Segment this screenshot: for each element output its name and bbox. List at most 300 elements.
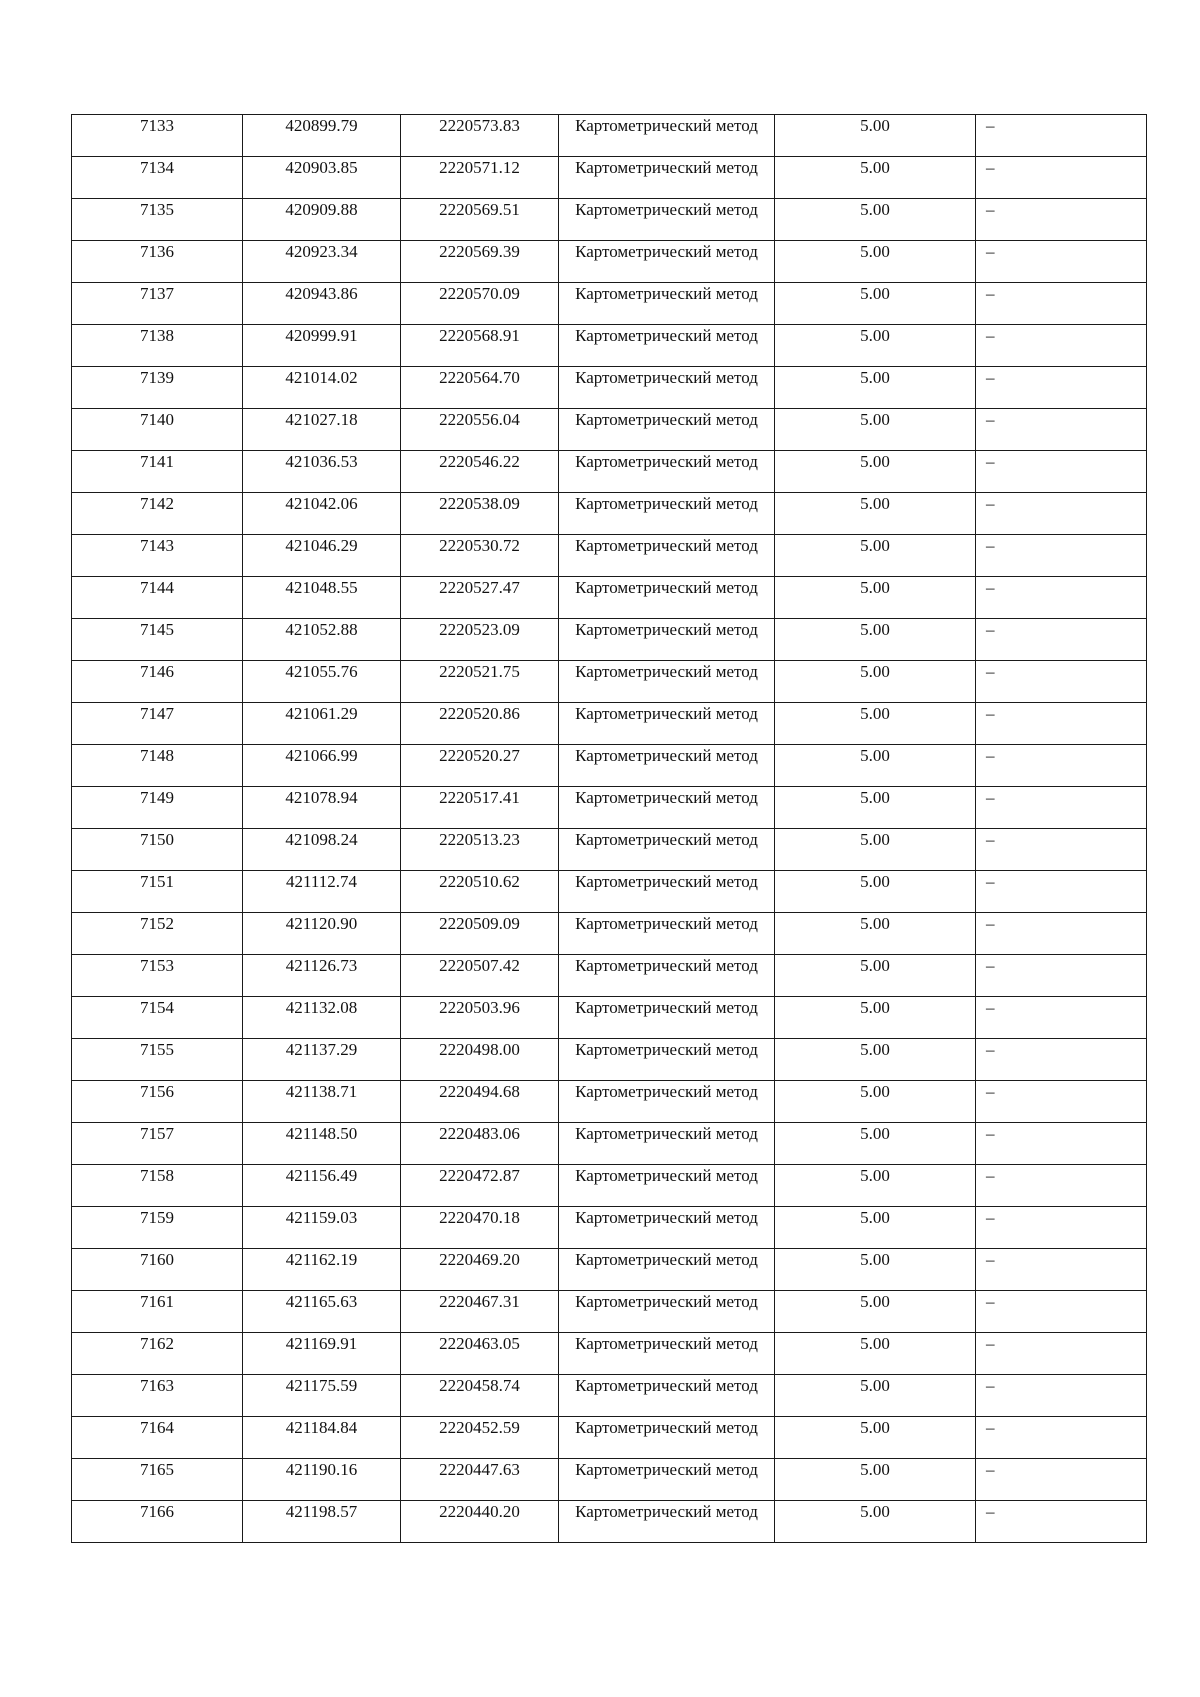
accuracy-cell <box>775 1333 976 1375</box>
method-cell-text: Картометрический метод <box>575 1208 758 1227</box>
note-cell <box>976 1249 1147 1291</box>
accuracy-cell-text: 5.00 <box>860 410 890 429</box>
method-cell-text: Картометрический метод <box>575 578 758 597</box>
note-cell-text: – <box>986 158 995 177</box>
accuracy-cell-text: 5.00 <box>860 662 890 681</box>
x-coordinate-cell-text: 421112.74 <box>286 872 357 891</box>
y-coordinate-cell-text: 2220570.09 <box>439 284 520 303</box>
table-row <box>72 1291 1147 1333</box>
point-number-cell <box>72 241 243 283</box>
point-number-cell <box>72 1249 243 1291</box>
x-coordinate-cell <box>243 661 401 703</box>
point-number-cell <box>72 619 243 661</box>
note-cell-text: – <box>986 200 995 219</box>
note-cell-text: – <box>986 620 995 639</box>
table-row <box>72 493 1147 535</box>
y-coordinate-cell-text: 2220498.00 <box>439 1040 520 1059</box>
note-cell <box>976 1417 1147 1459</box>
method-cell <box>559 409 775 451</box>
point-number-cell-text: 7158 <box>140 1166 174 1185</box>
accuracy-cell <box>775 829 976 871</box>
note-cell-text: – <box>986 1418 995 1437</box>
method-cell-text: Картометрический метод <box>575 956 758 975</box>
x-coordinate-cell <box>243 1249 401 1291</box>
method-cell <box>559 829 775 871</box>
point-number-cell <box>72 1123 243 1165</box>
table-row <box>72 1123 1147 1165</box>
y-coordinate-cell <box>401 1291 559 1333</box>
x-coordinate-cell <box>243 787 401 829</box>
point-number-cell <box>72 913 243 955</box>
accuracy-cell <box>775 325 976 367</box>
method-cell-text: Картометрический метод <box>575 452 758 471</box>
x-coordinate-cell-text: 421078.94 <box>285 788 358 807</box>
y-coordinate-cell <box>401 1417 559 1459</box>
point-number-cell-text: 7164 <box>140 1418 174 1437</box>
point-number-cell <box>72 1165 243 1207</box>
method-cell <box>559 157 775 199</box>
note-cell <box>976 661 1147 703</box>
point-number-cell <box>72 367 243 409</box>
point-number-cell <box>72 1333 243 1375</box>
accuracy-cell-text: 5.00 <box>860 872 890 891</box>
accuracy-cell-text: 5.00 <box>860 452 890 471</box>
method-cell-text: Картометрический метод <box>575 200 758 219</box>
note-cell <box>976 829 1147 871</box>
x-coordinate-cell-text: 421169.91 <box>285 1334 358 1353</box>
point-number-cell <box>72 1081 243 1123</box>
x-coordinate-cell <box>243 619 401 661</box>
accuracy-cell-text: 5.00 <box>860 1208 890 1227</box>
method-cell <box>559 1081 775 1123</box>
method-cell-text: Картометрический метод <box>575 1460 758 1479</box>
note-cell-text: – <box>986 494 995 513</box>
x-coordinate-cell-text: 420899.79 <box>285 116 358 135</box>
x-coordinate-cell-text: 421138.71 <box>285 1082 358 1101</box>
accuracy-cell-text: 5.00 <box>860 284 890 303</box>
y-coordinate-cell <box>401 535 559 577</box>
point-number-cell-text: 7141 <box>140 452 174 471</box>
y-coordinate-cell-text: 2220530.72 <box>439 536 520 555</box>
y-coordinate-cell-text: 2220573.83 <box>439 116 520 135</box>
method-cell-text: Картометрический метод <box>575 158 758 177</box>
point-number-cell-text: 7159 <box>140 1208 174 1227</box>
method-cell <box>559 535 775 577</box>
method-cell <box>559 1039 775 1081</box>
table-row <box>72 241 1147 283</box>
x-coordinate-cell-text: 421027.18 <box>285 410 358 429</box>
note-cell-text: – <box>986 284 995 303</box>
x-coordinate-cell-text: 421066.99 <box>285 746 358 765</box>
table-row <box>72 325 1147 367</box>
note-cell-text: – <box>986 956 995 975</box>
method-cell <box>559 703 775 745</box>
note-cell-text: – <box>986 872 995 891</box>
note-cell-text: – <box>986 1166 995 1185</box>
method-cell <box>559 1333 775 1375</box>
table-row <box>72 1165 1147 1207</box>
point-number-cell-text: 7134 <box>140 158 174 177</box>
method-cell-text: Картометрический метод <box>575 410 758 429</box>
y-coordinate-cell <box>401 1039 559 1081</box>
point-number-cell <box>72 409 243 451</box>
note-cell-text: – <box>986 1040 995 1059</box>
table-row <box>72 451 1147 493</box>
table-row <box>72 661 1147 703</box>
note-cell <box>976 913 1147 955</box>
note-cell-text: – <box>986 1208 995 1227</box>
note-cell-text: – <box>986 1124 995 1143</box>
x-coordinate-cell-text: 421198.57 <box>285 1502 358 1521</box>
note-cell <box>976 199 1147 241</box>
y-coordinate-cell-text: 2220568.91 <box>439 326 520 345</box>
note-cell <box>976 577 1147 619</box>
y-coordinate-cell-text: 2220556.04 <box>439 410 520 429</box>
accuracy-cell-text: 5.00 <box>860 788 890 807</box>
x-coordinate-cell-text: 421061.29 <box>285 704 358 723</box>
point-number-cell <box>72 283 243 325</box>
y-coordinate-cell <box>401 787 559 829</box>
accuracy-cell <box>775 913 976 955</box>
y-coordinate-cell <box>401 1501 559 1543</box>
accuracy-cell-text: 5.00 <box>860 1166 890 1185</box>
y-coordinate-cell <box>401 1123 559 1165</box>
note-cell <box>976 1207 1147 1249</box>
y-coordinate-cell-text: 2220569.51 <box>439 200 520 219</box>
point-number-cell-text: 7146 <box>140 662 174 681</box>
y-coordinate-cell-text: 2220509.09 <box>439 914 520 933</box>
y-coordinate-cell <box>401 157 559 199</box>
note-cell <box>976 157 1147 199</box>
accuracy-cell <box>775 199 976 241</box>
y-coordinate-cell-text: 2220507.42 <box>439 956 520 975</box>
method-cell-text: Картометрический метод <box>575 536 758 555</box>
y-coordinate-cell <box>401 1207 559 1249</box>
note-cell-text: – <box>986 1292 995 1311</box>
method-cell <box>559 1165 775 1207</box>
accuracy-cell <box>775 1417 976 1459</box>
table-row <box>72 1417 1147 1459</box>
y-coordinate-cell <box>401 451 559 493</box>
method-cell <box>559 199 775 241</box>
x-coordinate-cell <box>243 1081 401 1123</box>
table-row <box>72 115 1147 157</box>
table-row <box>72 955 1147 997</box>
note-cell <box>976 1459 1147 1501</box>
accuracy-cell-text: 5.00 <box>860 1502 890 1521</box>
y-coordinate-cell-text: 2220513.23 <box>439 830 520 849</box>
note-cell <box>976 1501 1147 1543</box>
method-cell-text: Картометрический метод <box>575 494 758 513</box>
method-cell <box>559 661 775 703</box>
accuracy-cell-text: 5.00 <box>860 1418 890 1437</box>
table-row <box>72 409 1147 451</box>
accuracy-cell-text: 5.00 <box>860 1460 890 1479</box>
x-coordinate-cell <box>243 493 401 535</box>
x-coordinate-cell <box>243 1039 401 1081</box>
accuracy-cell <box>775 1291 976 1333</box>
table-row <box>72 745 1147 787</box>
accuracy-cell <box>775 577 976 619</box>
note-cell-text: – <box>986 662 995 681</box>
note-cell <box>976 619 1147 661</box>
accuracy-cell <box>775 661 976 703</box>
y-coordinate-cell-text: 2220469.20 <box>439 1250 520 1269</box>
method-cell <box>559 451 775 493</box>
point-number-cell-text: 7163 <box>140 1376 174 1395</box>
y-coordinate-cell <box>401 283 559 325</box>
point-number-cell-text: 7144 <box>140 578 174 597</box>
method-cell <box>559 577 775 619</box>
note-cell-text: – <box>986 410 995 429</box>
table-row <box>72 1249 1147 1291</box>
point-number-cell <box>72 997 243 1039</box>
note-cell <box>976 787 1147 829</box>
y-coordinate-cell <box>401 703 559 745</box>
accuracy-cell <box>775 745 976 787</box>
x-coordinate-cell-text: 420943.86 <box>285 284 358 303</box>
note-cell <box>976 1165 1147 1207</box>
accuracy-cell <box>775 157 976 199</box>
y-coordinate-cell <box>401 1333 559 1375</box>
method-cell-text: Картометрический метод <box>575 1418 758 1437</box>
table-row <box>72 367 1147 409</box>
method-cell-text: Картометрический метод <box>575 788 758 807</box>
method-cell-text: Картометрический метод <box>575 1124 758 1143</box>
note-cell-text: – <box>986 704 995 723</box>
y-coordinate-cell <box>401 241 559 283</box>
accuracy-cell-text: 5.00 <box>860 578 890 597</box>
x-coordinate-cell <box>243 1417 401 1459</box>
note-cell <box>976 1291 1147 1333</box>
method-cell <box>559 1501 775 1543</box>
note-cell <box>976 745 1147 787</box>
accuracy-cell <box>775 1081 976 1123</box>
note-cell <box>976 1375 1147 1417</box>
table-row <box>72 619 1147 661</box>
point-number-cell <box>72 535 243 577</box>
x-coordinate-cell-text: 420923.34 <box>285 242 358 261</box>
method-cell-text: Картометрический метод <box>575 662 758 681</box>
y-coordinate-cell <box>401 115 559 157</box>
y-coordinate-cell-text: 2220517.41 <box>439 788 520 807</box>
x-coordinate-cell <box>243 871 401 913</box>
point-number-cell-text: 7135 <box>140 200 174 219</box>
note-cell-text: – <box>986 1460 995 1479</box>
point-number-cell-text: 7143 <box>140 536 174 555</box>
y-coordinate-cell-text: 2220564.70 <box>439 368 520 387</box>
point-number-cell-text: 7136 <box>140 242 174 261</box>
x-coordinate-cell <box>243 1333 401 1375</box>
x-coordinate-cell <box>243 703 401 745</box>
accuracy-cell-text: 5.00 <box>860 536 890 555</box>
method-cell-text: Картометрический метод <box>575 242 758 261</box>
y-coordinate-cell-text: 2220483.06 <box>439 1124 520 1143</box>
accuracy-cell-text: 5.00 <box>860 494 890 513</box>
note-cell <box>976 1081 1147 1123</box>
x-coordinate-cell <box>243 1291 401 1333</box>
note-cell-text: – <box>986 536 995 555</box>
accuracy-cell <box>775 241 976 283</box>
method-cell <box>559 871 775 913</box>
table-row <box>72 1375 1147 1417</box>
table-row <box>72 1081 1147 1123</box>
note-cell-text: – <box>986 326 995 345</box>
point-number-cell-text: 7139 <box>140 368 174 387</box>
point-number-cell-text: 7149 <box>140 788 174 807</box>
accuracy-cell-text: 5.00 <box>860 1292 890 1311</box>
x-coordinate-cell <box>243 1501 401 1543</box>
y-coordinate-cell <box>401 409 559 451</box>
accuracy-cell-text: 5.00 <box>860 1376 890 1395</box>
y-coordinate-cell <box>401 325 559 367</box>
accuracy-cell-text: 5.00 <box>860 1124 890 1143</box>
point-number-cell <box>72 787 243 829</box>
accuracy-cell-text: 5.00 <box>860 746 890 765</box>
accuracy-cell-text: 5.00 <box>860 914 890 933</box>
point-number-cell-text: 7152 <box>140 914 174 933</box>
note-cell <box>976 871 1147 913</box>
x-coordinate-cell <box>243 913 401 955</box>
x-coordinate-cell-text: 421036.53 <box>285 452 358 471</box>
note-cell <box>976 241 1147 283</box>
point-number-cell <box>72 1291 243 1333</box>
table-row <box>72 577 1147 619</box>
note-cell <box>976 955 1147 997</box>
method-cell <box>559 1417 775 1459</box>
y-coordinate-cell-text: 2220520.27 <box>439 746 520 765</box>
x-coordinate-cell-text: 421014.02 <box>285 368 358 387</box>
table-row <box>72 703 1147 745</box>
note-cell <box>976 325 1147 367</box>
y-coordinate-cell <box>401 871 559 913</box>
point-number-cell-text: 7150 <box>140 830 174 849</box>
accuracy-cell <box>775 451 976 493</box>
point-number-cell <box>72 115 243 157</box>
x-coordinate-cell-text: 420909.88 <box>285 200 358 219</box>
table-row <box>72 535 1147 577</box>
x-coordinate-cell-text: 421048.55 <box>285 578 358 597</box>
method-cell-text: Картометрический метод <box>575 326 758 345</box>
method-cell <box>559 913 775 955</box>
point-number-cell-text: 7145 <box>140 620 174 639</box>
note-cell-text: – <box>986 452 995 471</box>
method-cell <box>559 283 775 325</box>
accuracy-cell-text: 5.00 <box>860 956 890 975</box>
point-number-cell-text: 7166 <box>140 1502 174 1521</box>
point-number-cell <box>72 955 243 997</box>
method-cell-text: Картометрический метод <box>575 1250 758 1269</box>
accuracy-cell <box>775 1501 976 1543</box>
method-cell <box>559 997 775 1039</box>
accuracy-cell-text: 5.00 <box>860 242 890 261</box>
method-cell <box>559 1459 775 1501</box>
point-number-cell <box>72 1459 243 1501</box>
method-cell <box>559 1291 775 1333</box>
note-cell <box>976 283 1147 325</box>
table-row <box>72 1459 1147 1501</box>
x-coordinate-cell-text: 421055.76 <box>285 662 358 681</box>
y-coordinate-cell-text: 2220510.62 <box>439 872 520 891</box>
y-coordinate-cell-text: 2220447.63 <box>439 1460 520 1479</box>
x-coordinate-cell <box>243 829 401 871</box>
method-cell <box>559 325 775 367</box>
point-number-cell <box>72 1039 243 1081</box>
accuracy-cell <box>775 703 976 745</box>
x-coordinate-cell <box>243 535 401 577</box>
accuracy-cell-text: 5.00 <box>860 1250 890 1269</box>
accuracy-cell-text: 5.00 <box>860 368 890 387</box>
accuracy-cell <box>775 787 976 829</box>
point-number-cell <box>72 199 243 241</box>
note-cell-text: – <box>986 1250 995 1269</box>
x-coordinate-cell <box>243 1375 401 1417</box>
x-coordinate-cell-text: 421126.73 <box>285 956 358 975</box>
point-number-cell-text: 7148 <box>140 746 174 765</box>
note-cell <box>976 451 1147 493</box>
accuracy-cell-text: 5.00 <box>860 620 890 639</box>
x-coordinate-cell <box>243 1459 401 1501</box>
note-cell-text: – <box>986 746 995 765</box>
method-cell-text: Картометрический метод <box>575 1334 758 1353</box>
accuracy-cell-text: 5.00 <box>860 116 890 135</box>
y-coordinate-cell-text: 2220571.12 <box>439 158 520 177</box>
accuracy-cell-text: 5.00 <box>860 1082 890 1101</box>
table-row <box>72 1333 1147 1375</box>
y-coordinate-cell-text: 2220494.68 <box>439 1082 520 1101</box>
note-cell-text: – <box>986 1334 995 1353</box>
accuracy-cell-text: 5.00 <box>860 326 890 345</box>
accuracy-cell-text: 5.00 <box>860 704 890 723</box>
method-cell <box>559 787 775 829</box>
x-coordinate-cell <box>243 157 401 199</box>
x-coordinate-cell-text: 421175.59 <box>285 1376 358 1395</box>
accuracy-cell-text: 5.00 <box>860 158 890 177</box>
y-coordinate-cell-text: 2220440.20 <box>439 1502 520 1521</box>
accuracy-cell <box>775 283 976 325</box>
accuracy-cell <box>775 493 976 535</box>
accuracy-cell <box>775 535 976 577</box>
y-coordinate-cell-text: 2220569.39 <box>439 242 520 261</box>
point-number-cell-text: 7157 <box>140 1124 174 1143</box>
x-coordinate-cell-text: 421162.19 <box>285 1250 358 1269</box>
point-number-cell-text: 7140 <box>140 410 174 429</box>
note-cell <box>976 115 1147 157</box>
note-cell <box>976 1333 1147 1375</box>
x-coordinate-cell-text: 420999.91 <box>285 326 358 345</box>
x-coordinate-cell-text: 421132.08 <box>285 998 358 1017</box>
table-row <box>72 871 1147 913</box>
accuracy-cell-text: 5.00 <box>860 830 890 849</box>
point-number-cell-text: 7161 <box>140 1292 174 1311</box>
table-row <box>72 283 1147 325</box>
x-coordinate-cell <box>243 451 401 493</box>
method-cell-text: Картометрический метод <box>575 116 758 135</box>
x-coordinate-cell <box>243 955 401 997</box>
coordinates-table <box>71 114 1147 1543</box>
y-coordinate-cell <box>401 367 559 409</box>
point-number-cell-text: 7162 <box>140 1334 174 1353</box>
point-number-cell-text: 7153 <box>140 956 174 975</box>
note-cell-text: – <box>986 914 995 933</box>
note-cell <box>976 703 1147 745</box>
table-row <box>72 157 1147 199</box>
note-cell <box>976 367 1147 409</box>
accuracy-cell-text: 5.00 <box>860 200 890 219</box>
y-coordinate-cell-text: 2220452.59 <box>439 1418 520 1437</box>
accuracy-cell <box>775 115 976 157</box>
point-number-cell <box>72 745 243 787</box>
